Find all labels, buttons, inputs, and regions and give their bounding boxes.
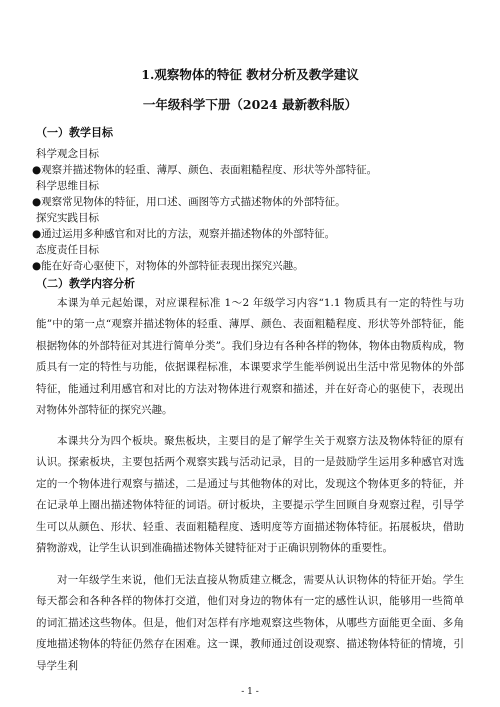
content-paragraph-1: 本课为单元起始课，对应课程标准 1～2 年级学习内容“1.1 物质具有一定的特性与功能”中的第一点“观察并描述物体的轻重、薄厚、颜色、表面粗糙程度、形状等外部特征，能根据物体的外部特征对其进行简单分类”。我们身边有各种各样的物体，物体由物质构成，物质具有一定的特性与功能，依据课程标准，本课要求学生能举例说出生活中常见物体的外部特征，能通过利用感官和对比的方法对物体进行观察和描述，并在好奇心的驱使下，表现出对物体外部特征的探究兴趣。 xyxy=(36,297,464,417)
page-number: - 1 - xyxy=(241,687,259,697)
goal-text-practice: ●通过运用多种感官和对比的方法，观察并描述物体的外部特征。 xyxy=(32,228,336,240)
content-paragraph-2: 本课共分为四个板块。聚焦板块，主要目的是了解学生关于观察方法及物体特征的原有认识。探索板块，主要包括两个观察实践与活动记录，目的一是鼓励学生运用多种感官对选定的一个物体进行观察与描述，二是通过与其他物体的对比，发现这个物体更多的特征，并在记录单上圈出描述物体特征的词语。研讨板块，主要提示学生回顾自身观察过程，引导学生可以从颜色、形状、轻重、表面粗糙程度、透明度等方面描述物体特征。拓展板块，借助猜物游戏，让学生认识到准确描述物体关键特征对于正确识别物体的重要性。 xyxy=(36,435,464,555)
goal-label-thinking: 科学思维目标 xyxy=(36,180,99,192)
goal-text-attitude: ●能在好奇心驱使下，对物体的外部特征表现出探究兴趣。 xyxy=(32,260,304,272)
goal-label-concept: 科学观念目标 xyxy=(36,148,99,160)
section-heading-content: （二）教学内容分析 xyxy=(36,277,135,290)
goal-label-practice: 探究实践目标 xyxy=(36,212,99,224)
goal-text-concept: ●观察并描述物体的轻重、薄厚、颜色、表面粗糙程度、形状等外部特征。 xyxy=(32,164,378,176)
document-subtitle: 一年级科学下册（2024 最新教科版） xyxy=(142,97,358,112)
content-paragraph-3: 对一年级学生来说，他们无法直接从物质建立概念，需要从认识物体的特征开始。学生每天都会和各种各样的物体打交道，他们对身边的物体有一定的感性认识，能够用一些简单的词汇描述这些物体。但是，他们对怎样有序地观察这些物体，从哪些方面能更全面、多角度地描述物体的特征仍然存在困难。这一课，教师通过创设观察、描述物体特征的情境，引导学生利 xyxy=(36,574,464,672)
goal-label-attitude: 态度责任目标 xyxy=(36,244,99,256)
section-heading-goals: （一）教学目标 xyxy=(36,126,113,139)
goal-text-thinking: ●观察常见物体的特征，用口述、画图等方式描述物体的外部特征。 xyxy=(32,196,346,208)
document-title: 1.观察物体的特征 教材分析及教学建议 xyxy=(141,67,359,82)
